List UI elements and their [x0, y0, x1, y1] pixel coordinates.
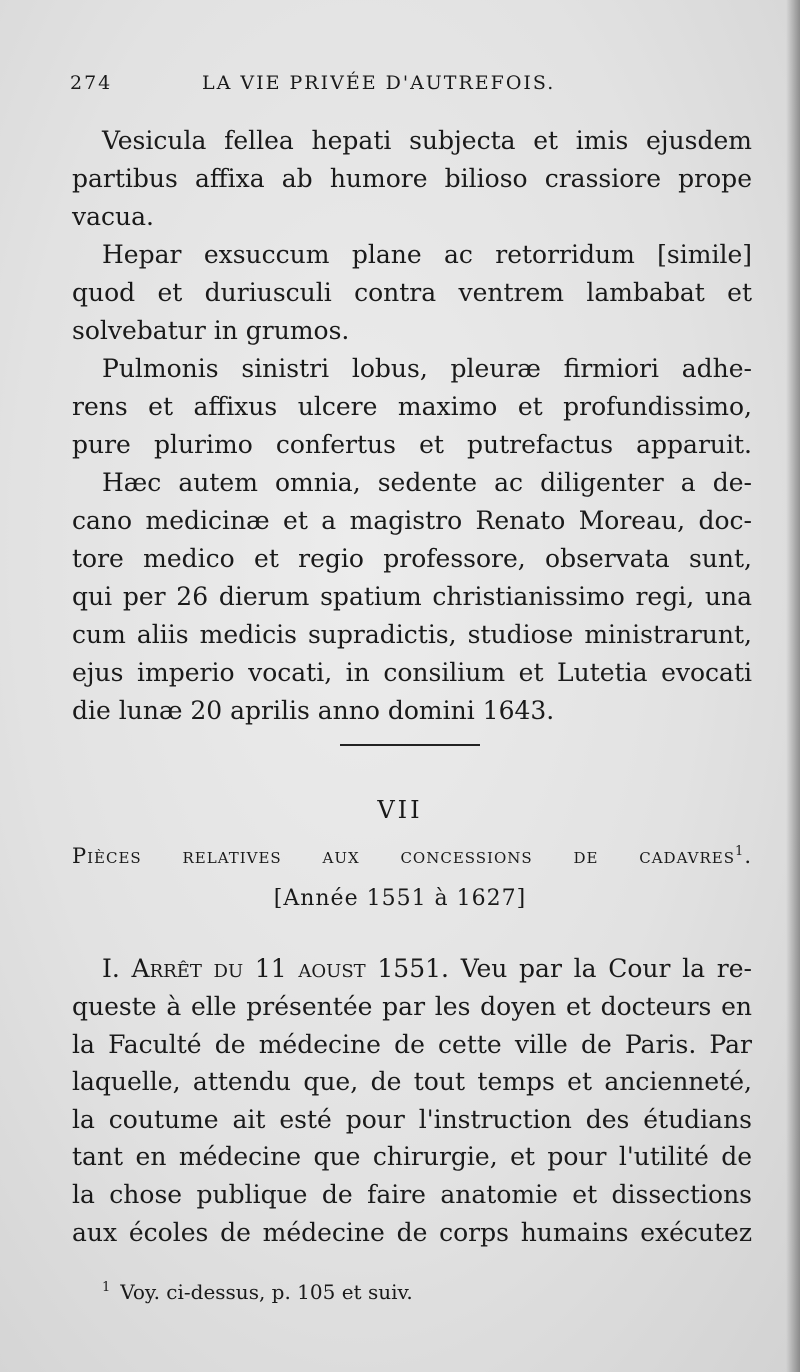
text-line: quod et duriusculi contra ventrem lambabat et	[72, 278, 752, 307]
page-edge-shadow	[786, 0, 800, 1372]
text-line: qui per 26 dierum spatium christianissimo regi, una	[72, 582, 752, 611]
arret-first-line	[72, 950, 752, 988]
text-line: pure plurimo confertus et putrefactus apparuit.	[72, 430, 752, 459]
text-line: cano medicinæ et a magistro Renato Moreau, doc-	[72, 506, 752, 535]
text-line: la coutume ait esté pour l'instruction des étudians	[72, 1104, 752, 1134]
text-line: aux écoles de médecine de corps humains exécutez	[72, 1217, 752, 1247]
text-line: laquelle, attendu que, de tout temps et ancienneté,	[72, 1067, 752, 1097]
text-line: Hæc autem omnia, sedente ac diligenter a de-	[102, 468, 752, 497]
arret-year: 1551.	[377, 954, 449, 983]
text-line: tant en médecine que chirurgie, et pour l'utilité de	[72, 1142, 752, 1172]
text-line: vacua.	[72, 202, 154, 231]
section-number: VII	[377, 796, 423, 824]
text-line: la chose publique de faire anatomie et dissections	[72, 1180, 752, 1209]
footnote	[102, 1280, 413, 1304]
text-line: cum aliis medicis supradictis, studiose ministrarunt,	[72, 620, 752, 649]
footnote-reference: 1	[735, 844, 745, 859]
text-line: partibus affixa ab humore bilioso crassiore prope	[72, 164, 752, 193]
text-line: tore medico et regio professore, observata sunt,	[72, 544, 752, 573]
arret-lead: I. Arrêt du	[102, 954, 244, 983]
section-date-range: [Année 1551 à 1627]	[273, 886, 527, 911]
arret-line-rest: Veu par la Cour la re-	[460, 954, 752, 983]
running-title: LA VIE PRIVÉE D'AUTREFOIS.	[202, 72, 556, 94]
text-line: Pulmonis sinistri lobus, pleuræ firmiori adhe-	[102, 354, 752, 383]
page-number: 274	[70, 72, 113, 94]
text-line: queste à elle présentée par les doyen et docteurs en	[72, 992, 752, 1021]
section-title-text: Pièces relatives aux concessions de cadavres	[72, 844, 736, 868]
footnote-text: Voy. ci-dessus, p. 105 et suiv.	[120, 1280, 413, 1304]
running-head	[70, 72, 730, 100]
section-divider-rule	[340, 744, 480, 746]
arret-month: aoust	[298, 954, 366, 983]
arret-day: 11	[254, 954, 287, 983]
text-line: solvebatur in grumos.	[72, 316, 350, 345]
text-line: Hepar exsuccum plane ac retorridum [simile]	[102, 240, 752, 269]
text-line: ejus imperio vocati, in consilium et Lutetia evocati	[72, 658, 752, 687]
text-line: die lunæ 20 aprilis anno domini 1643.	[72, 696, 555, 725]
text-line: rens et affixus ulcere maximo et profundissimo,	[72, 392, 752, 421]
text-line: Vesicula fellea hepati subjecta et imis ejusdem	[102, 126, 752, 155]
section-title-end: .	[744, 844, 752, 868]
footnote-marker: 1	[102, 1280, 111, 1296]
text-line: la Faculté de médecine de cette ville de Paris. Par	[72, 1029, 752, 1059]
section-title	[72, 844, 752, 868]
